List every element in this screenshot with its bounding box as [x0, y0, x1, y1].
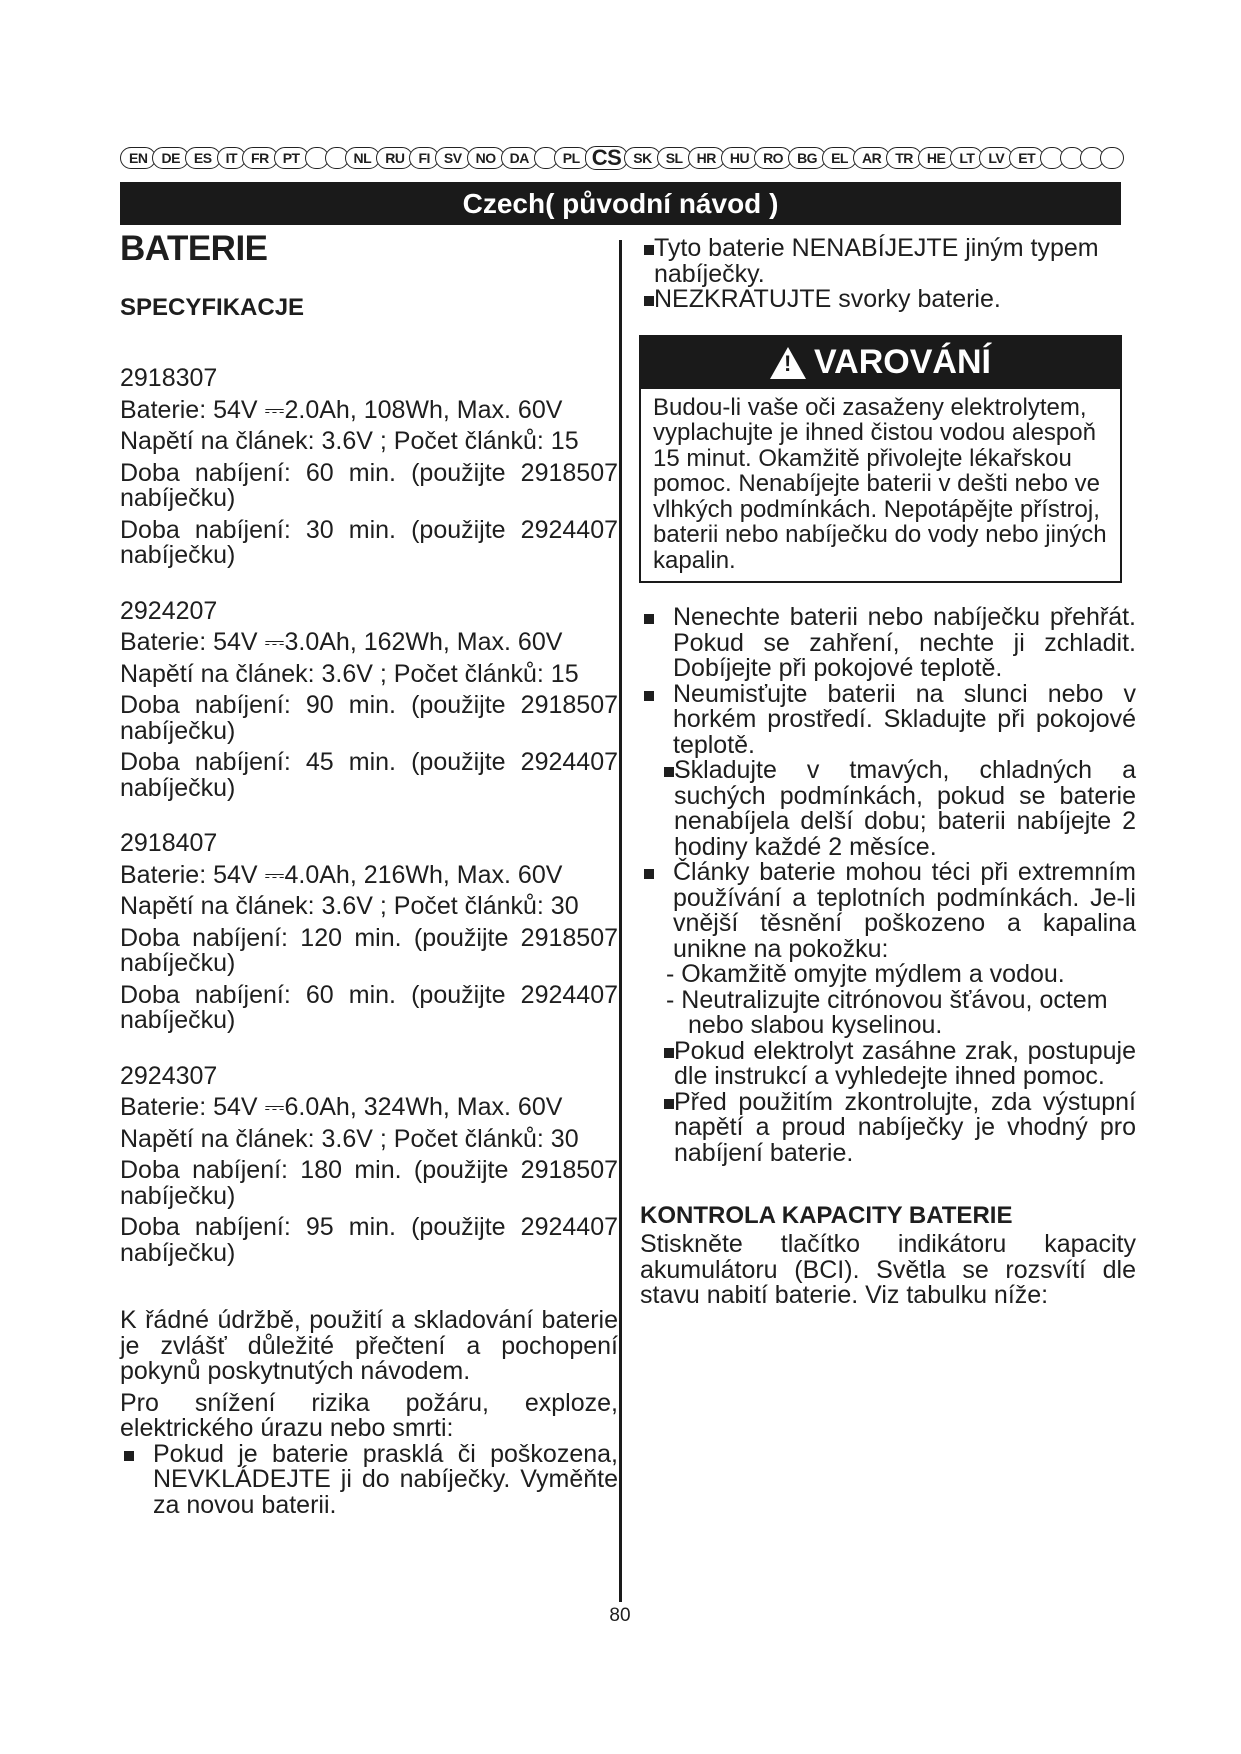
language-bar — [120, 146, 1120, 170]
lang-tab-es[interactable]: ES — [185, 147, 221, 169]
spec-charge-time: Doba nabíjení: 60 min. (použijte 2924407 nabíječku) — [120, 980, 618, 1034]
dash-item: - Neutralizujte citrónovou šťávou, octem — [666, 985, 1108, 1014]
lang-tab-blank — [1100, 147, 1124, 169]
list-item-text: Neumisťujte baterii na slunci nebo v horkém prostředí. Skladujte při pokojové teplotě. — [673, 679, 1136, 759]
right-column — [640, 236, 1136, 1309]
lang-tab-et[interactable]: ET — [1009, 147, 1044, 169]
lang-tab-ro[interactable]: RO — [754, 147, 792, 169]
spec-cell: Napětí na článek: 3.6V ; Počet článků: 15 — [120, 427, 579, 455]
lang-tab-hr[interactable]: HR — [688, 147, 725, 169]
spec-battery: Baterie: 54V ⎓3.0Ah, 162Wh, Max. 60V — [120, 628, 563, 656]
bullet-square-icon — [124, 1451, 134, 1461]
bullet-square-icon — [644, 245, 654, 255]
spec-battery: Baterie: 54V ⎓4.0Ah, 216Wh, Max. 60V — [120, 860, 563, 889]
spec-block — [120, 1061, 618, 1267]
bullet-square-icon — [644, 614, 654, 624]
spec-cell: Napětí na článek: 3.6V ; Počet článků: 30 — [120, 892, 579, 920]
lang-tab-sv[interactable]: SV — [435, 147, 471, 169]
list-item-text: Nenechte baterii nebo nabíječku přehřát. Pokud se zahření, nechte ji zchladit. Dobíjejte při pokojové teplotě. — [673, 603, 1136, 682]
spec-charge-time: Doba nabíjení: 95 min. (použijte 2924407 nabíječku) — [120, 1213, 618, 1267]
lang-tab-cs-active[interactable]: CS — [585, 146, 629, 170]
spec-cell: Napětí na článek: 3.6V ; Počet článků: 30 — [120, 1124, 579, 1153]
lang-tab-fi[interactable]: FI — [409, 147, 438, 169]
page-number: 80 — [609, 1605, 631, 1626]
lang-tab-tr[interactable]: TR — [886, 147, 922, 169]
spec-charge-time: Doba nabíjení: 120 min. (použijte 2918507 nabíječku) — [120, 923, 618, 977]
lang-tab-it[interactable]: IT — [217, 147, 246, 169]
bullet-square-icon — [664, 767, 674, 777]
lang-tab-lv[interactable]: LV — [979, 147, 1013, 169]
spec-block — [120, 366, 618, 569]
warning-title: VAROVÁNÍ — [814, 343, 991, 381]
spec-battery: Baterie: 54V ⎓2.0Ah, 108Wh, Max. 60V — [120, 395, 563, 424]
left-column — [120, 228, 618, 1518]
list-item-text: Pokud je baterie prasklá či poškozena, NEVKLÁDEJTE ji do nabíječky. Vyměňte za novou baterii. — [153, 1439, 618, 1519]
list-item — [620, 287, 1136, 313]
warning-text: Budou-li vaše oči zasaženy elektrolytem, vyplachujte je ihned čistou vodou alespoň 15 minut. Okamžitě přivolejte lékařskou pomoc. Nenabíjejte baterii v dešti nebo ve vlhkých podmínkách. Nepotápějte přístroj, baterii nebo nabíječku do vody nebo jiných kapalin. — [653, 393, 1107, 574]
dash-item: - Okamžitě omyjte mýdlem a vodou. — [666, 960, 1065, 988]
lang-tab-hu[interactable]: HU — [721, 147, 758, 169]
lang-tab-en[interactable]: EN — [120, 147, 156, 169]
list-item — [640, 605, 1136, 682]
list-item — [640, 679, 1136, 759]
column-divider — [619, 240, 622, 1602]
lang-tab-da[interactable]: DA — [501, 147, 538, 169]
lang-tab-ru[interactable]: RU — [376, 147, 413, 169]
list-item — [640, 1087, 1136, 1167]
spec-model: 2918407 — [120, 829, 218, 857]
spec-model: 2924207 — [120, 596, 218, 625]
lang-tab-nl[interactable]: NL — [345, 147, 381, 169]
bullet-square-icon — [664, 1099, 674, 1109]
spec-model: 2924307 — [120, 1061, 218, 1090]
list-item-text: NEZKRATUJTE svorky baterie. — [654, 285, 1001, 313]
lang-tab-sk[interactable]: SK — [624, 147, 660, 169]
lang-tab-de[interactable]: DE — [152, 147, 188, 169]
spec-charge-time: Doba nabíjení: 90 min. (použijte 2918507 nabíječku) — [120, 691, 618, 745]
list-item-text: Před použitím zkontrolujte, zda výstupní napětí a proud nabíječky je vhodný pro nabíjení baterie. — [674, 1087, 1136, 1167]
lang-tab-ar[interactable]: AR — [853, 147, 890, 169]
list-item — [640, 860, 1136, 962]
spec-heading: SPECYFIKACJE — [120, 294, 305, 321]
list-item — [640, 758, 1136, 860]
lang-tab-lt[interactable]: LT — [950, 147, 983, 169]
bullet-square-icon — [664, 1048, 674, 1058]
lang-tab-el[interactable]: EL — [822, 147, 857, 169]
bullet-square-icon — [644, 296, 654, 306]
spec-cell: Napětí na článek: 3.6V ; Počet článků: 15 — [120, 659, 579, 688]
maintenance-paragraph: K řádné údržbě, použití a skladování baterie je zvlášť důležité přečtení a pochopení pokynů poskytnutých návodem. — [120, 1306, 618, 1385]
risk-intro: Pro snížení rizika požáru, exploze, elektrického úrazu nebo smrti: — [120, 1388, 618, 1442]
bullet-square-icon — [644, 691, 654, 701]
list-item-text: Tyto baterie NENABÍJEJTE jiným typem nabíječky. — [654, 234, 1099, 288]
spec-block — [120, 596, 618, 802]
spec-block — [120, 831, 618, 1034]
spec-battery: Baterie: 54V ⎓6.0Ah, 324Wh, Max. 60V — [120, 1093, 563, 1121]
spec-charge-time: Doba nabíjení: 180 min. (použijte 2918507 nabíječku) — [120, 1156, 618, 1210]
lang-tab-he[interactable]: HE — [918, 147, 954, 169]
spec-model: 2918307 — [120, 364, 218, 392]
lang-tab-fr[interactable]: FR — [242, 147, 278, 169]
page-title-bar: Czech( původní návod ) — [120, 182, 1121, 225]
warning-header — [641, 337, 1120, 389]
lang-tab-sl[interactable]: SL — [657, 147, 692, 169]
lang-tab-pt[interactable]: PT — [274, 147, 309, 169]
lang-tab-bg[interactable]: BG — [788, 147, 826, 169]
list-item-text: Skladujte v tmavých, chladných a suchých podmínkách, pokud se baterie nenabíjela delší dobu; baterii nabíjejte 2 hodiny každé 2 měsíce. — [674, 756, 1136, 861]
list-item-text: Pokud elektrolyt zasáhne zrak, postupuje dle instrukcí a vyhledejte ihned pomoc. — [674, 1036, 1136, 1090]
lang-tab-pl[interactable]: PL — [554, 147, 589, 169]
capacity-text: Stiskněte tlačítko indikátoru kapacity akumulátoru (BCI). Světla se rozsvítí dle stavu nabití baterie. Viz tabulku níže: — [640, 1230, 1136, 1309]
capacity-heading: KONTROLA KAPACITY BATERIE — [640, 1202, 1013, 1229]
lang-tab-no[interactable]: NO — [467, 147, 505, 169]
spec-charge-time: Doba nabíjení: 30 min. (použijte 2924407 nabíječku) — [120, 515, 618, 569]
list-item — [120, 1439, 618, 1519]
dash-item-continued: nebo slabou kyselinou. — [688, 1011, 943, 1039]
bullet-square-icon — [644, 869, 654, 879]
list-item-text: Články baterie mohou téci při extremním používání a teplotních podmínkách. Je-li vnější těsnění poškozeno a kapalina unikne na pokožku: — [673, 858, 1136, 963]
warning-triangle-icon — [770, 347, 806, 379]
list-item — [640, 1036, 1136, 1090]
spec-charge-time: Doba nabíjení: 60 min. (použijte 2918507 nabíječku) — [120, 458, 618, 512]
list-item — [620, 236, 1136, 287]
warning-box — [639, 335, 1122, 584]
spec-charge-time: Doba nabíjení: 45 min. (použijte 2924407 nabíječku) — [120, 748, 618, 802]
section-heading: BATERIE — [120, 229, 268, 268]
